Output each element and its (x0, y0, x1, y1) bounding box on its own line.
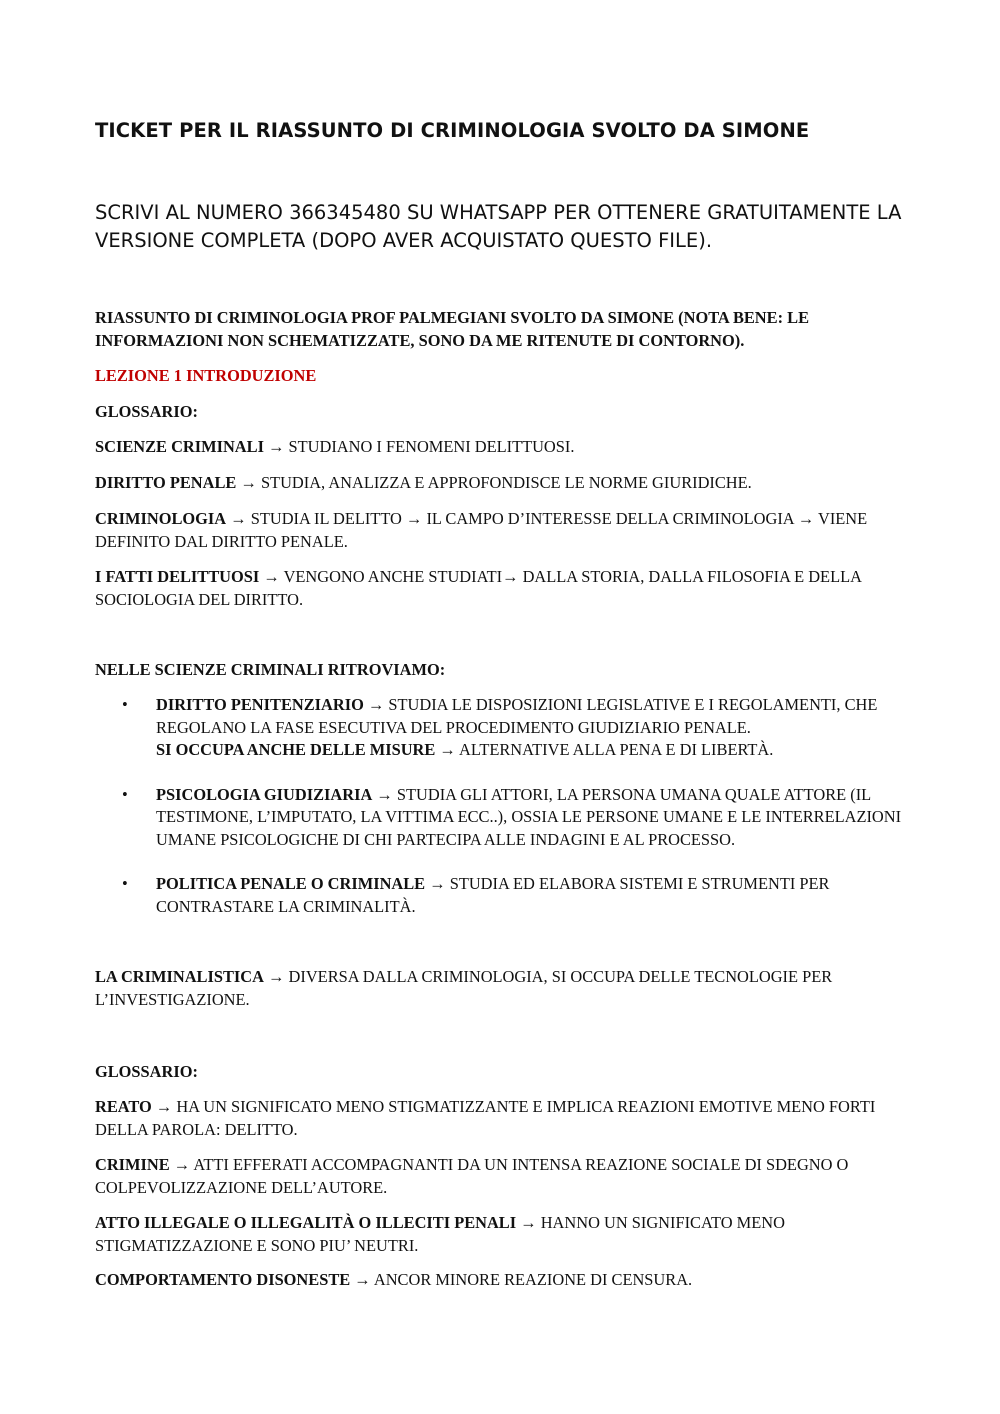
arrow-icon: → (439, 740, 456, 759)
bullet-icon: • (122, 874, 128, 893)
entry-term: DIRITTO PENALE (95, 473, 237, 492)
glossary-entry (95, 1096, 910, 1141)
glossary-heading: GLOSSARIO: (95, 402, 198, 421)
document-title: TICKET PER IL RIASSUNTO DI CRIMINOLOGIA SVOLTO DA SIMONE (95, 119, 810, 142)
glossary-heading: GLOSSARIO: (95, 1062, 198, 1081)
glossary-entry (95, 1212, 910, 1257)
glossary-entry (95, 508, 910, 553)
glossary-entry (95, 472, 910, 495)
item-term: POLITICA PENALE O CRIMINALE (156, 874, 426, 893)
arrow-icon: → (376, 784, 393, 804)
arrow-icon: → (230, 509, 247, 528)
arrow-icon: → (367, 695, 385, 714)
item-term: DIRITTO PENITENZIARIO (156, 695, 364, 714)
lesson-heading: LEZIONE 1 INTRODUZIONE (95, 366, 317, 385)
entry-term: LA CRIMINALISTICA (95, 967, 264, 986)
entry-text: VENGONO ANCHE STUDIATI→ DALLA STORIA, DALLA FILOSOFIA E DELLA SOCIOLOGIA DEL DIRITTO. (95, 567, 862, 609)
entry-term: ATTO ILLEGALE O ILLEGALITÀ O ILLECITI PENALI (95, 1213, 517, 1232)
bullet-icon: • (122, 784, 128, 804)
item-text: STUDIA LE DISPOSIZIONI LEGISLATIVE E I REGOLAMENTI, CHE REGOLANO LA FASE ESECUTIVA DEL PROCEDIMENTO GIUDIZIARIO PENALE. (156, 695, 878, 737)
list-item (95, 784, 910, 852)
entry-text: ANCOR MINORE REAZIONE DI CENSURA. (370, 1270, 693, 1289)
sciences-list (95, 694, 910, 918)
item-term: PSICOLOGIA GIUDIZIARIA (156, 784, 373, 804)
sciences-heading: NELLE SCIENZE CRIMINALI RITROVIAMO: (95, 660, 446, 679)
entry-term: CRIMINOLOGIA (95, 509, 227, 528)
arrow-icon: → (268, 967, 285, 986)
list-item (95, 873, 910, 918)
glossary-entry (95, 566, 910, 611)
entry-term: I FATTI DELITTUOSI (95, 567, 260, 586)
glossary-entry (95, 1269, 910, 1292)
list-item (95, 694, 910, 762)
intro-text: RIASSUNTO DI CRIMINOLOGIA PROF PALMEGIANI SVOLTO DA SIMONE (NOTA BENE: LE INFORMAZIONI NON SCHEMATIZZATE, SONO DA ME RITENUTE DI CONTORNO). (95, 308, 809, 350)
intro-paragraph (95, 307, 910, 352)
entry-text: STUDIA IL DELITTO → IL CAMPO D’INTERESSE DELLA CRIMINOLOGIA → VIENE DEFINITO DAL DIRITTO PENALE. (95, 509, 868, 551)
entry-text: DIVERSA DALLA CRIMINOLOGIA, SI OCCUPA DELLE TECNOLOGIE PER L’INVESTIGAZIONE. (95, 967, 833, 1009)
entry-text: ATTI EFFERATI ACCOMPAGNANTI DA UN INTENSA REAZIONE SOCIALE DI SDEGNO O COLPEVOLIZZAZIONE DELL’AUTORE. (95, 1155, 849, 1197)
glossary-entry (95, 436, 910, 459)
arrow-icon: → (263, 567, 280, 586)
entry-text: STUDIANO I FENOMENI DELITTUOSI. (284, 437, 575, 456)
arrow-icon: → (155, 1097, 173, 1116)
item-sub-text: ALTERNATIVE ALLA PENA E DI LIBERTÀ. (455, 740, 774, 759)
item-text: STUDIA ED ELABORA SISTEMI E STRUMENTI PER CONTRASTARE LA CRIMINALITÀ. (156, 874, 830, 916)
entry-term: CRIMINE (95, 1155, 170, 1174)
entry-term: REATO (95, 1097, 152, 1116)
entry-text: HANNO UN SIGNIFICATO MENO STIGMATIZZAZIONE E SONO PIU’ NEUTRI. (95, 1213, 785, 1255)
criminalistica-paragraph (95, 966, 910, 1011)
arrow-icon: → (268, 437, 285, 456)
bullet-icon: • (122, 695, 128, 714)
glossary-entry (95, 1154, 910, 1199)
item-text: STUDIA GLI ATTORI, LA PERSONA UMANA QUALE ATTORE (IL TESTIMONE, L’IMPUTATO, LA VITTIMA ECC..), OSSIA LE PERSONE UMANE E LE INTERRELAZIONI UMANE PSICOLOGICHE DI CHI PARTECIPA ALLE INDAGINI E AL PROCESSO. (156, 784, 902, 849)
promo-text: SCRIVI AL NUMERO 366345480 SU WHATSAPP PER OTTENERE GRATUITAMENTE LA VERSIONE COMPLETA (DOPO AVER ACQUISTATO QUESTO FILE). (95, 201, 902, 252)
arrow-icon: → (520, 1213, 537, 1232)
arrow-icon: → (429, 874, 446, 893)
entry-text: STUDIA, ANALIZZA E APPROFONDISCE LE NORME GIURIDICHE. (256, 473, 752, 492)
arrow-icon: → (240, 473, 257, 492)
item-sub-term: SI OCCUPA ANCHE DELLE MISURE (156, 740, 436, 759)
arrow-icon: → (173, 1155, 191, 1174)
entry-term: SCIENZE CRIMINALI (95, 437, 264, 456)
arrow-icon: → (354, 1270, 371, 1289)
entry-text: HA UN SIGNIFICATO MENO STIGMATIZZANTE E IMPLICA REAZIONI EMOTIVE MENO FORTI DELLA PAROLA: DELITTO. (95, 1097, 876, 1139)
entry-term: COMPORTAMENTO DISONESTE (95, 1270, 351, 1289)
